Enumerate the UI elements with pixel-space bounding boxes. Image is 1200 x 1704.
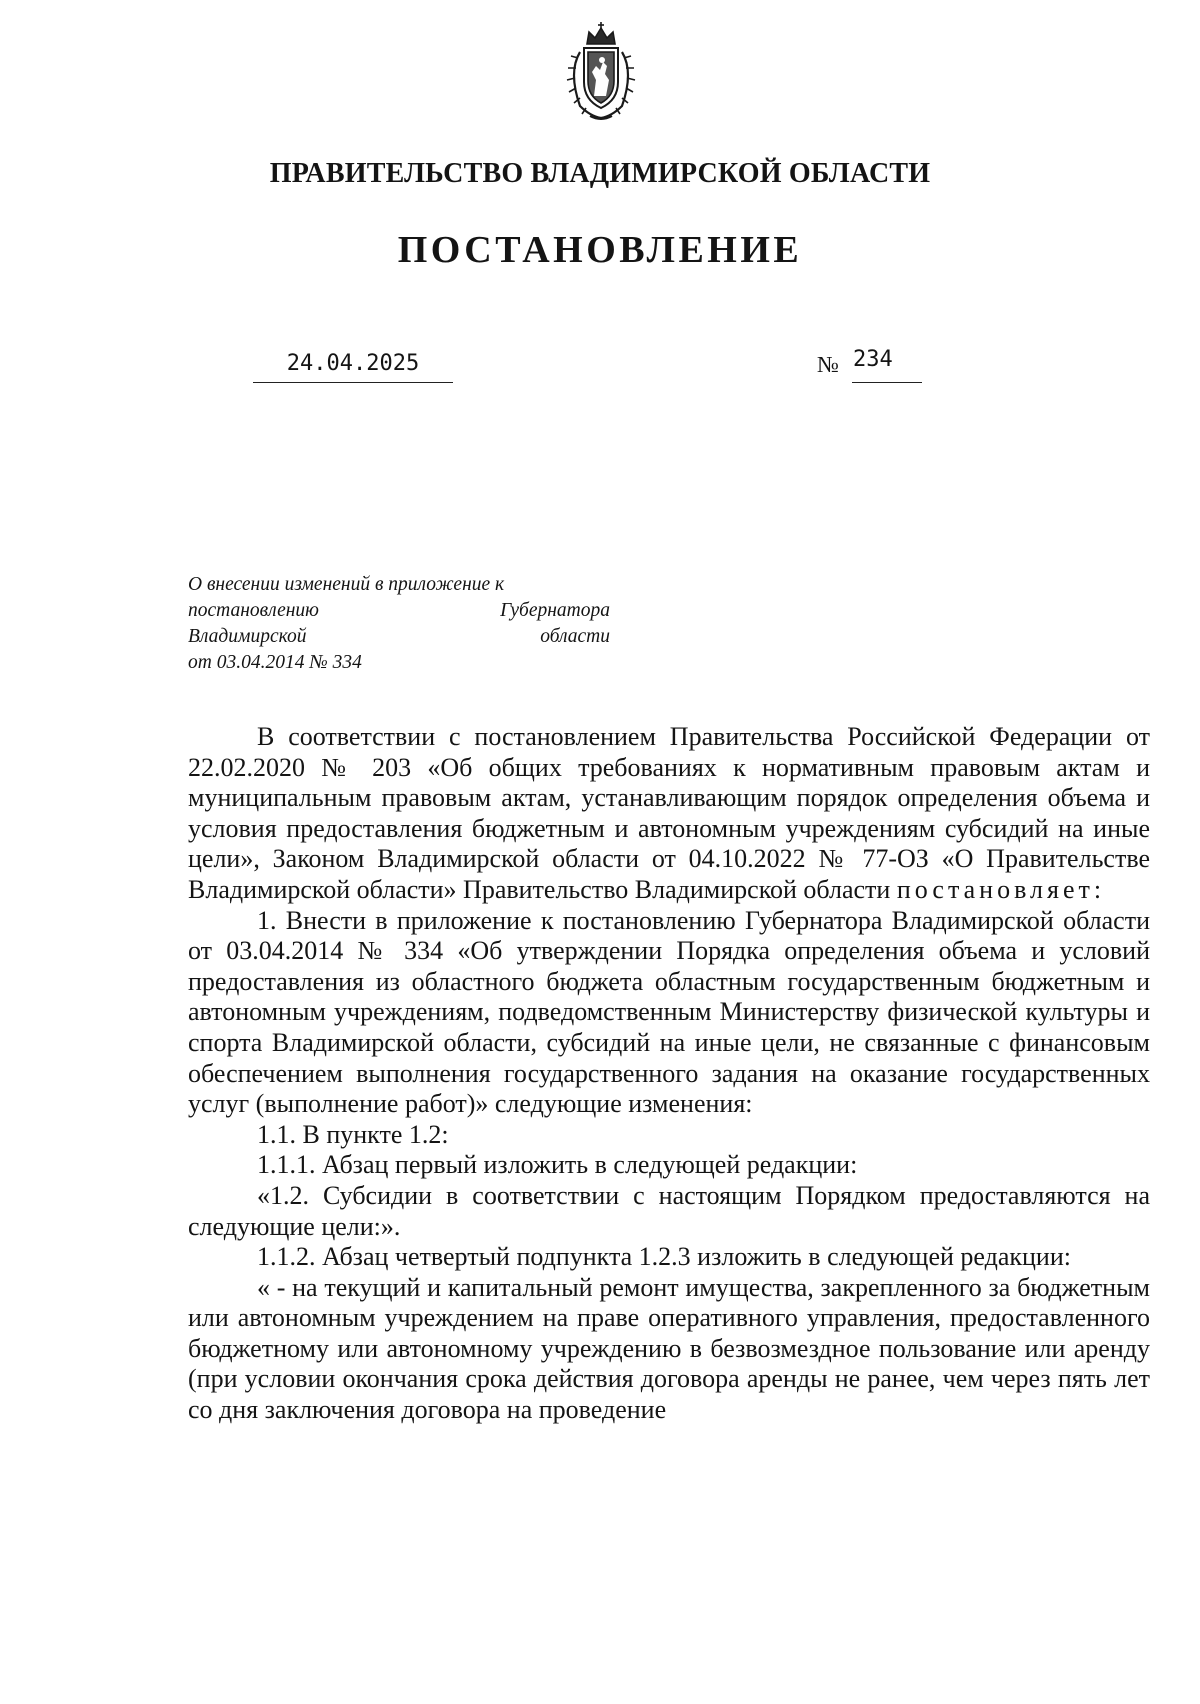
document-body [188, 722, 1150, 1426]
subject-line [188, 624, 610, 650]
organization-name: ПРАВИТЕЛЬСТВО ВЛАДИМИРСКОЙ ОБЛАСТИ [269, 158, 931, 189]
document-date: 24.04.2025 [286, 351, 420, 376]
coat-of-arms-emblem [540, 22, 662, 122]
body-paragraph: «1.2. Субсидии в соответствии с настоящим Порядком предоставляются на следующие цели:». [188, 1180, 1150, 1241]
subject-text: О внесении изменений в приложение к [188, 574, 505, 595]
date-underline [253, 382, 453, 383]
body-paragraph: 1. Внести в приложение к постановлению Губернатора Владимирской области от 03.04.2014 № 334 «Об утверждении Порядка определения объема и условий предоставления из областного бюджета областным государственным бюджетным и автономным учреждениям, подведомственным Министерству физической культуры и спорта Владимирской области, субсидий на иные цели, не связанные с финансовым обеспечением выполнения государственного задания на оказание государственных услуг (выполнение работ)» следующие изменения: [188, 905, 1150, 1119]
body-paragraph: « - на текущий и капитальный ремонт имущества, закрепленного за бюджетным или автономным учреждением на праве оперативного управления, предоставленного бюджетному или автономному учреждению в безвозмездное пользование или аренду (при условии окончания срока действия договора аренды не ранее, чем через пять лет со дня заключения договора на проведение [188, 1272, 1150, 1425]
document-number: 234 [853, 347, 893, 372]
subject-text: от 03.04.2014 № 334 [188, 652, 362, 673]
subject-line [188, 650, 610, 676]
body-paragraph: 1.1. В пункте 1.2: [257, 1119, 449, 1149]
subject-text: Владимирской [188, 626, 307, 647]
subject-text: Губернатора [500, 600, 610, 621]
subject-text: области [540, 626, 610, 647]
subject-text: постановлению [188, 600, 319, 621]
body-paragraph: 1.1.2. Абзац четвертый подпункта 1.2.3 изложить в следующей редакции: [257, 1242, 1071, 1272]
subject-line [188, 572, 610, 598]
body-paragraph: 1.1.1. Абзац первый изложить в следующей редакции: [257, 1150, 858, 1180]
document-type: ПОСТАНОВЛЕНИЕ [397, 229, 803, 271]
number-label: № [817, 352, 839, 377]
preamble-paragraph [188, 722, 1150, 906]
preamble-text: В соответствии с постановлением Правительства Российской Федерации от 22.02.2020 № 203 «Об общих требованиях к нормативным правовым актам и муниципальным правовым актам, устанавливающим порядок определения объема и условия предоставления бюджетным и автономным учреждениям субсидий на иные цели», Законом Владимирской области от 04.10.2022 № 77-ОЗ «О Правительстве Владимирской области» Правительство Владимирской области [188, 722, 1150, 904]
number-underline [852, 382, 922, 383]
decree-word: постановляет: [896, 874, 1106, 904]
document-subject [188, 572, 610, 676]
subject-line [188, 598, 610, 624]
